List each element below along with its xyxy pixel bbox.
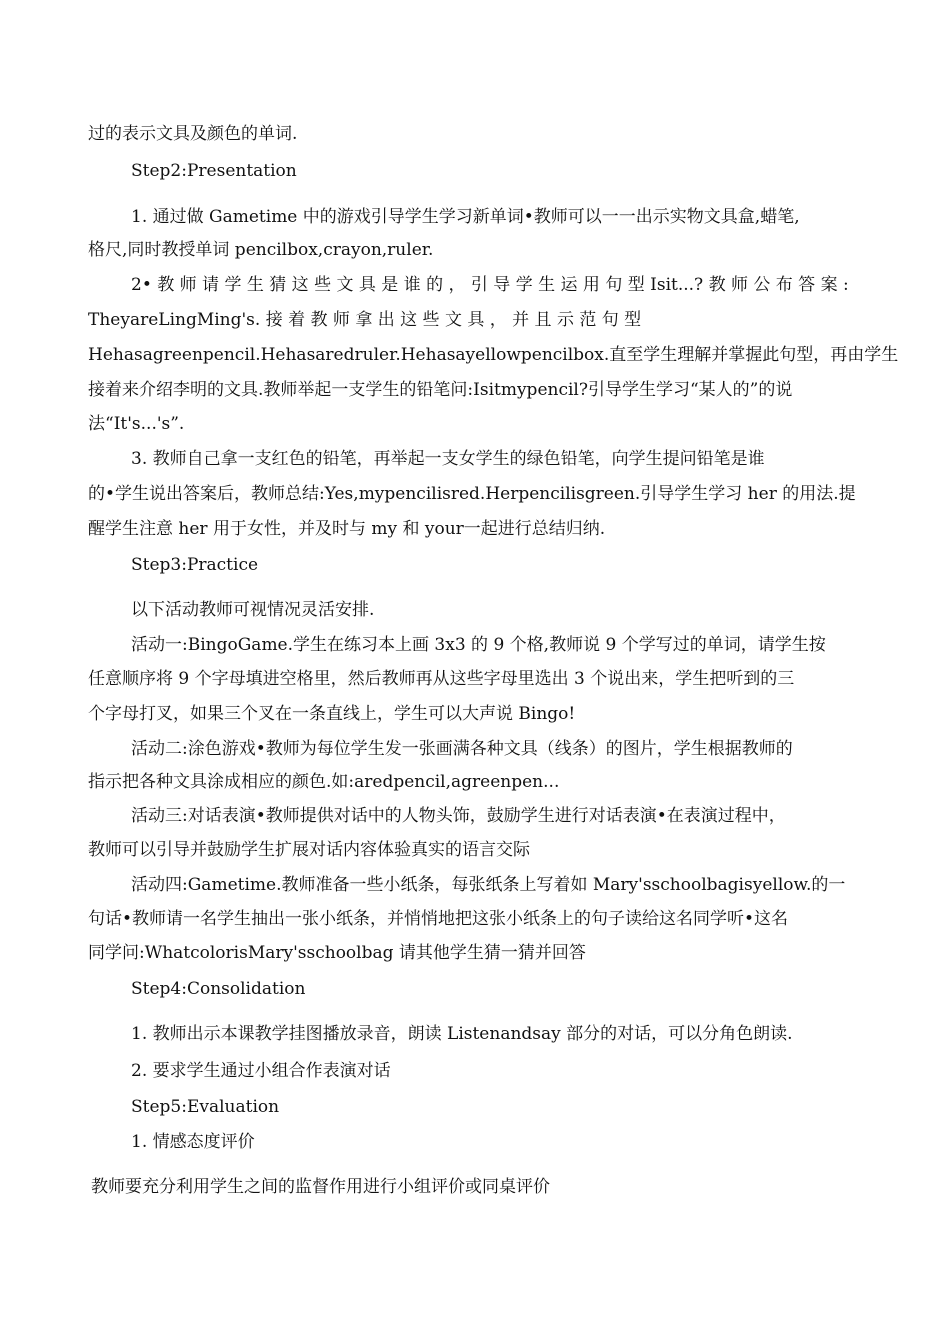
text-line: 2• 教 师 请 学 生 猜 这 些 文 具 是 谁 的 ， 引 导 学 生 运 用 句 型 Isit...? 教 师 公 布 答 案 : [131,275,849,295]
text-line: 3. 教师自己拿一支红色的铅笔，再举起一支女学生的绿色铅笔，向学生提问铅笔是谁 [131,449,765,469]
text-line: 任意顺序将 9 个字母填进空格里，然后教师再从这些字母里选出 3 个说出来，学生把听到的三 [88,669,795,689]
section-heading-step3: Step3:Practice [131,555,259,575]
text-line: 1. 教师出示本课教学挂图播放录音，朗读 Listenandsay 部分的对话，可以分角色朗读. [131,1024,793,1044]
text-line: 活动二:涂色游戏•教师为每位学生发一张画满各种文具（线条）的图片，学生根据教师的 [131,739,793,759]
text-line: 教师要充分利用学生之间的监督作用进行小组评价或同桌评价 [91,1177,550,1197]
text-line: 1. 通过做 Gametime 中的游戏引导学生学习新单词•教师可以一一出示实物文具盒,蜡笔, [131,207,800,227]
text-line: 个字母打叉，如果三个叉在一条直线上，学生可以大声说 Bingo! [88,704,576,724]
section-heading-step2: Step2:Presentation [131,161,297,181]
text-line: 过的表示文具及颜色的单词. [88,124,298,144]
text-line: 2. 要求学生通过小组合作表演对话 [131,1061,391,1081]
section-heading-step5: Step5:Evaluation [131,1097,280,1117]
text-line: 同学问:WhatcolorisMary'sschoolbag 请其他学生猜一猜并回答 [88,943,586,963]
text-line: TheyareLingMing's. 接 着 教 师 拿 出 这 些 文 具 ， 并 且 示 范 句 型 [88,310,642,330]
section-heading-step4: Step4:Consolidation [131,979,306,999]
text-line: 活动三:对话表演•教师提供对话中的人物头饰，鼓励学生进行对话表演•在表演过程中， [131,806,786,826]
text-line: 句话•教师请一名学生抽出一张小纸条，并悄悄地把这张小纸条上的句子读给这名同学听•这名 [88,909,789,929]
text-line: 活动四:Gametime.教师准备一些小纸条，每张纸条上写着如 Mary'sschoolbagisyellow.的一 [131,875,846,895]
text-line: 格尺,同时教授单词 pencilbox,crayon,ruler. [88,240,434,260]
text-line: 以下活动教师可视情况灵活安排. [131,600,375,620]
text-line: 法“It's...'s”. [88,414,185,434]
text-line: 教师可以引导并鼓励学生扩展对话内容体验真实的语言交际 [88,840,530,860]
text-line: 指示把各种文具涂成相应的颜色.如:aredpencil,agreenpen... [88,772,560,792]
text-line: 1. 情感态度评价 [131,1132,255,1152]
text-line: 的•学生说出答案后，教师总结:Yes,mypencilisred.Herpencilisgreen.引导学生学习 her 的用法.提 [88,484,856,504]
text-line: 接着来介绍李明的文具.教师举起一支学生的铅笔问:Isitmypencil?引导学生学习“某人的”的说 [88,380,793,400]
text-line: 活动一:BingoGame.学生在练习本上画 3x3 的 9 个格,教师说 9 个学写过的单词，请学生按 [131,635,826,655]
text-line: 醒学生注意 her 用于女性，并及时与 my 和 your一起进行总结归纳. [88,519,606,539]
text-line: Hehasagreenpencil.Hehasaredruler.Hehasayellowpencilbox.直至学生理解并掌握此句型，再由学生 [88,345,899,365]
